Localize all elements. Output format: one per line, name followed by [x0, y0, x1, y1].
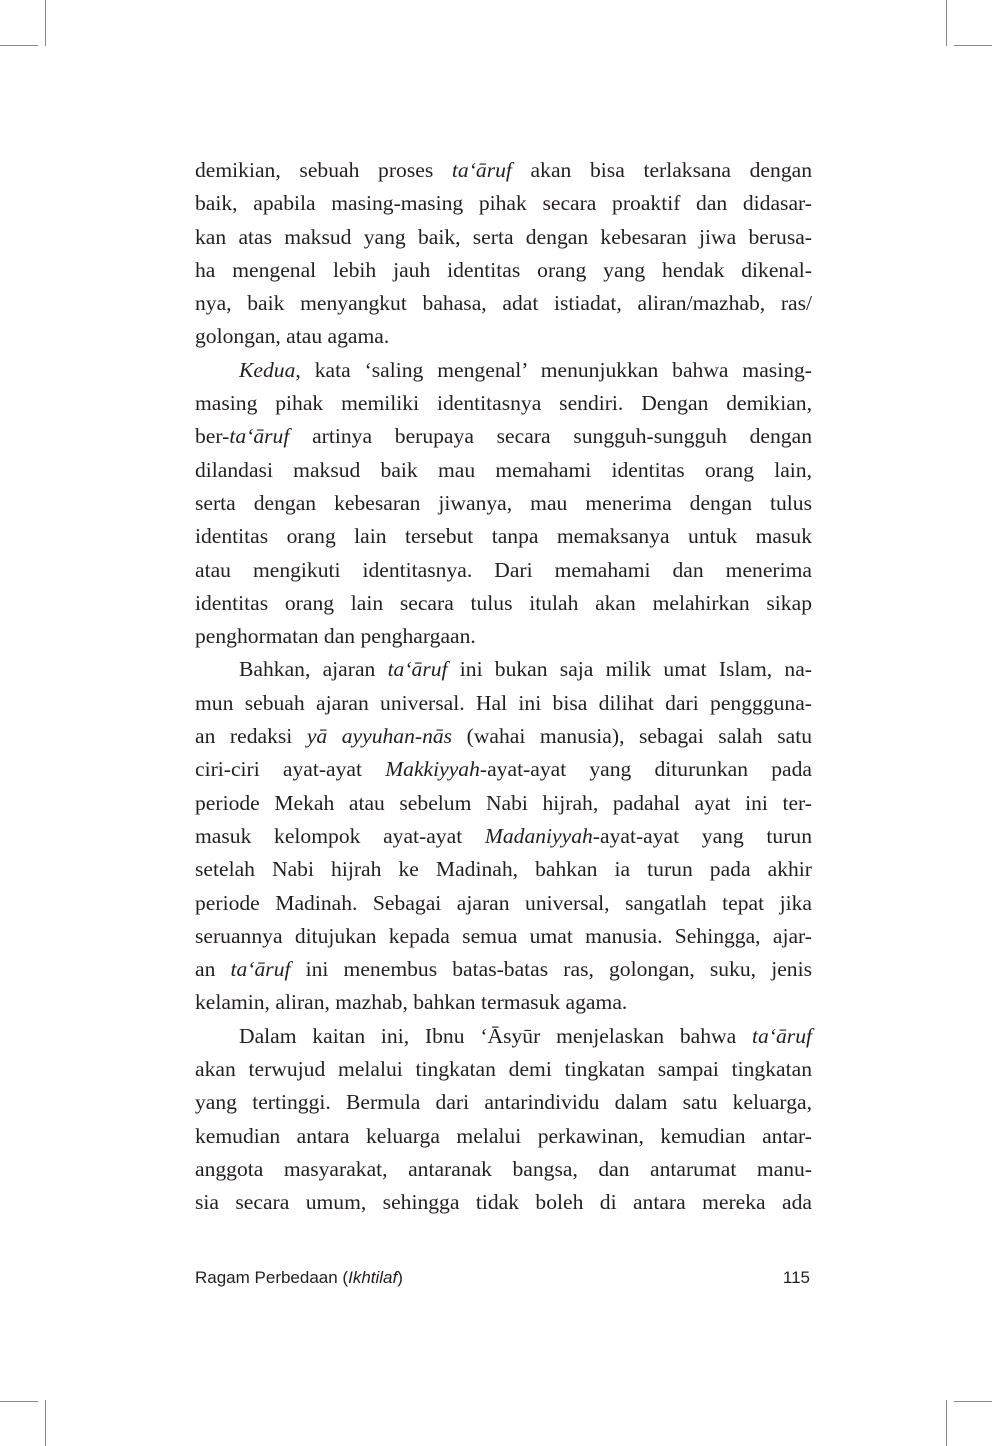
crop-mark-top-left-v [45, 0, 46, 46]
crop-mark-bottom-right-h [954, 1401, 992, 1402]
text-segment: yang tertinggi. Bermula dari antarindividu dalam satu keluarga, [195, 1090, 812, 1115]
text-line [195, 1053, 812, 1086]
text-segment: demikian, sebuah proses [195, 158, 452, 182]
text-line [195, 720, 812, 753]
text-segment: baik, apabila masing-masing pihak secara proaktif dan didasar- [195, 191, 812, 216]
italic-term: ta‘āruf [230, 957, 291, 982]
text-line [195, 221, 812, 254]
italic-term: ta‘āruf [451, 158, 512, 182]
text-segment: seruannya ditujukan kepada semua umat manusia. Sehingga, ajar- [195, 923, 812, 948]
text-line [195, 154, 812, 187]
text-line [195, 1153, 812, 1186]
text-segment: dilandasi maksud baik mau memahami identitas orang lain, [195, 457, 812, 482]
italic-term: Madaniyyah [484, 823, 593, 848]
text-line [195, 787, 812, 820]
running-title-prefix: Ragam Perbedaan ( [195, 1268, 349, 1287]
text-segment: ini menembus batas-batas ras, golongan, suku, jenis [290, 957, 812, 982]
text-line [195, 887, 812, 920]
text-line [195, 354, 812, 387]
text-segment: kemudian antara keluarga melalui perkawinan, kemudian antar- [195, 1123, 812, 1148]
text-line [195, 254, 812, 287]
text-segment: ciri-ciri ayat-ayat [195, 757, 386, 782]
crop-mark-top-right-h [954, 45, 992, 46]
text-line [195, 1120, 812, 1153]
text-line [195, 554, 812, 587]
text-segment: sia secara umum, sehingga tidak boleh di antara mereka ada [195, 1190, 812, 1215]
italic-term: yā ayyuhan-nās [306, 724, 453, 749]
text-segment: mun sebuah ajaran universal. Hal ini bisa dilihat dari penggguna- [195, 690, 812, 715]
text-line [195, 953, 812, 986]
italic-term: ta‘āruf [387, 657, 448, 682]
text-segment: akan terwujud melalui tingkatan demi tingkatan sampai tingkatan [195, 1057, 812, 1082]
text-segment: serta dengan kebesaran jiwanya, mau menerima dengan tulus [195, 490, 812, 515]
text-line [195, 487, 812, 520]
text-segment: identitas orang lain secara tulus itulah akan melahirkan sikap [195, 590, 812, 615]
italic-term: Makkiyyah [385, 757, 480, 782]
text-segment: masuk kelompok ayat-ayat [195, 823, 485, 848]
text-segment: periode Mekah atau sebelum Nabi hijrah, padahal ayat ini ter- [195, 790, 812, 815]
text-segment: nya, baik menyangkut bahasa, adat istiadat, aliran/mazhab, ras/ [195, 291, 812, 316]
text-segment: masing pihak memiliki identitasnya sendiri. Dengan demikian, [195, 391, 812, 416]
text-line [195, 420, 812, 453]
text-line [195, 387, 812, 420]
text-segment: anggota masyarakat, antaranak bangsa, dan antarumat manu- [195, 1156, 812, 1181]
crop-mark-bottom-left-v [45, 1400, 46, 1446]
running-title [195, 1266, 403, 1290]
running-title-italic: Ikhtilaf [348, 1268, 398, 1287]
text-line [195, 653, 812, 686]
text-line [195, 520, 812, 553]
text-line [195, 587, 812, 620]
text-line [195, 1020, 812, 1053]
text-segment: -ayat-ayat yang turun [592, 823, 812, 848]
text-line [195, 920, 812, 953]
text-segment: ini bukan saja milik umat Islam, na- [447, 657, 812, 682]
text-segment: Bahkan, ajaran [239, 657, 388, 682]
body-text [195, 154, 812, 1220]
crop-mark-bottom-left-h [0, 1401, 38, 1402]
text-segment: golongan, atau agama. [195, 324, 390, 349]
text-segment: -ayat-ayat yang diturunkan pada [479, 757, 812, 782]
text-segment: an [195, 957, 231, 982]
running-title-suffix: ) [397, 1268, 403, 1287]
text-segment: atau mengikuti identitasnya. Dari memahami dan menerima [195, 557, 812, 582]
text-line [195, 820, 812, 853]
crop-mark-top-right-v [946, 0, 947, 46]
text-line [195, 620, 812, 653]
text-segment: setelah Nabi hijrah ke Madinah, bahkan ia turun pada akhir [195, 857, 812, 882]
italic-term: ta‘āruf [752, 1023, 812, 1048]
text-line [195, 320, 812, 353]
text-line [195, 1186, 812, 1219]
text-segment: Dalam kaitan ini, Ibnu ‘Āsyūr menjelaskan bahwa [239, 1023, 753, 1048]
text-segment: kan atas maksud yang baik, serta dengan kebesaran jiwa berusa- [195, 224, 812, 249]
text-segment: periode Madinah. Sebagai ajaran universal, sangatlah tepat jika [195, 890, 812, 915]
text-line [195, 753, 812, 786]
text-segment: (wahai manusia), sebagai salah satu [452, 724, 812, 749]
text-segment: identitas orang lain tersebut tanpa memaksanya untuk masuk [195, 524, 812, 549]
text-segment: an redaksi [195, 724, 307, 749]
text-segment: penghormatan dan penghargaan. [195, 624, 476, 649]
text-line [195, 853, 812, 886]
text-segment: kelamin, aliran, mazhab, bahkan termasuk agama. [195, 990, 628, 1015]
italic-term: ta‘āruf [229, 424, 290, 449]
text-segment: ber- [195, 424, 230, 449]
text-segment: , kata ‘saling mengenal’ menunjukkan bahwa masing- [295, 357, 812, 382]
text-line [195, 986, 812, 1019]
text-segment: ha mengenal lebih jauh identitas orang yang hendak dikenal- [195, 257, 812, 282]
text-segment: artinya berupaya secara sungguh-sungguh dengan [289, 424, 812, 449]
text-line [195, 287, 812, 320]
text-line [195, 687, 812, 720]
text-line [195, 187, 812, 220]
italic-term: Kedua [239, 357, 296, 382]
text-line [195, 1086, 812, 1119]
crop-mark-bottom-right-v [946, 1400, 947, 1446]
text-segment: akan bisa terlaksana dengan [511, 158, 812, 182]
crop-mark-top-left-h [0, 45, 38, 46]
text-line [195, 454, 812, 487]
page-number: 115 [782, 1268, 810, 1287]
